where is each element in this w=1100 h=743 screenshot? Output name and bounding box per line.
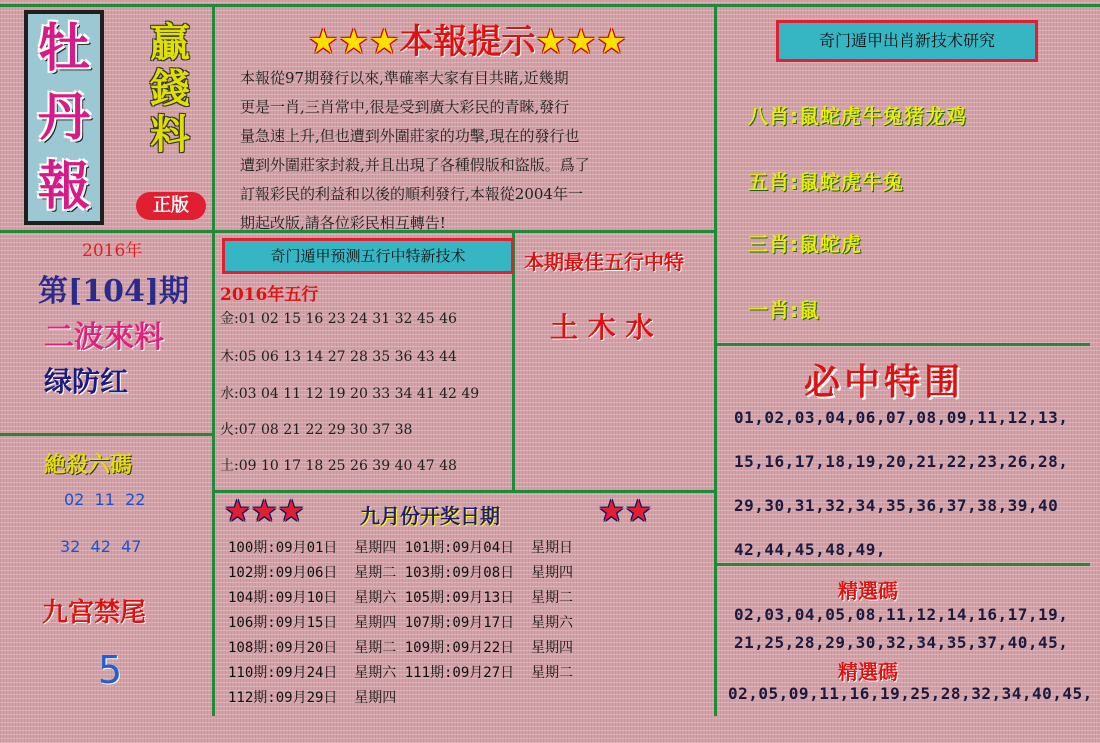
masthead-char: 牡 (37, 18, 90, 79)
selected-line: 21,25,28,29,30,32,34,35,37,40,45, (734, 633, 1069, 652)
schedule-row: 108期:09月20日 星期二 109期:09月22日 星期四 (228, 640, 574, 656)
masthead-char: 丹 (37, 87, 90, 148)
zodiac-header: 奇门遁甲出肖新技术研究 (776, 20, 1038, 62)
schedule-row: 102期:09月06日 星期二 103期:09月08日 星期四 (228, 565, 574, 581)
zodiac-eight: 八肖:鼠蛇虎牛兔猪龙鸡 (748, 104, 967, 128)
notice-line: 期起改版,請各位彩民相互轉告! (240, 214, 446, 232)
schedule-row: 112期:09月29日 星期四 (228, 690, 397, 706)
selected-line: 02,05,09,11,16,19,25,28,32,34,40,45, (728, 684, 1093, 703)
selected-line: 02,03,04,05,08,11,12,14,16,17,19, (734, 605, 1069, 624)
tail-title: 九宫禁尾 (42, 598, 147, 628)
slogan-char: 贏 (150, 20, 190, 66)
element-label: 金 (220, 311, 234, 327)
notice-heading (308, 14, 627, 63)
wave-pick: 绿防红 (44, 365, 129, 398)
element-label: 水 (220, 386, 234, 402)
selected-title-2: 精選碼 (838, 660, 898, 684)
special-line: 15,16,17,18,19,20,21,22,23,26,28, (734, 452, 1069, 471)
notice-line: 訂報彩民的利益和以後的順利發行,本報從2004年一 (240, 185, 583, 203)
special-line: 29,30,31,32,34,35,36,37,38,39,40 (734, 496, 1059, 515)
wuxing-row: 金:01 02 15 16 23 24 31 32 45 46 (220, 311, 457, 327)
wuxing-row: 水:03 04 11 12 19 20 33 34 41 42 49 (220, 386, 480, 402)
kill-title: 絶殺六碼 (44, 453, 133, 478)
schedule-row: 104期:09月10日 星期六 105期:09月13日 星期二 (228, 590, 574, 606)
element-label: 火 (220, 422, 234, 438)
element-numbers: 03 04 11 12 19 20 33 34 41 42 49 (238, 386, 480, 402)
selected-title: 精選碼 (838, 579, 898, 603)
schedule-stars-left: ★★★ (224, 494, 305, 529)
wuxing-row: 木:05 06 13 14 27 28 35 36 43 44 (220, 349, 457, 365)
notice-line: 量急速上升,但也遭到外圍莊家的功擊,現在的發行也 (240, 127, 580, 145)
masthead-logo (24, 10, 104, 225)
divider (214, 490, 716, 493)
notice-title: 本報提示 (399, 22, 536, 62)
issue-year: 2016年 (82, 241, 143, 261)
slogan-char: 料 (150, 112, 190, 158)
zodiac-five: 五肖:鼠蛇虎牛兔 (748, 170, 904, 194)
issue-number: 第[104]期 (38, 274, 190, 309)
special-line: 42,44,45,48,49, (734, 540, 886, 559)
special-line: 01,02,03,04,06,07,08,09,11,12,13, (734, 408, 1069, 427)
star-icon: ★★★ (535, 22, 627, 62)
divider (716, 563, 1090, 566)
element-numbers: 05 06 13 14 27 28 35 36 43 44 (238, 349, 457, 365)
schedule-row: 110期:09月24日 星期六 111期:09月27日 星期二 (228, 665, 574, 681)
genuine-badge: 正版 (136, 192, 206, 220)
element-label: 木 (220, 349, 234, 365)
element-numbers: 09 10 17 18 25 26 39 40 47 48 (238, 458, 457, 474)
zodiac-three: 三肖:鼠蛇虎 (748, 232, 862, 256)
best-value: 土 木 水 (550, 311, 654, 344)
notice-line: 遭到外圍莊家封殺,并且出現了各種假版和盜版。爲了 (240, 156, 590, 174)
divider (714, 4, 717, 716)
masthead-char: 報 (37, 156, 90, 217)
element-label: 土 (220, 458, 234, 474)
notice-line: 更是一肖,三肖常中,很是受到廣大彩民的青睞,發行 (240, 98, 570, 116)
schedule-row: 100期:09月01日 星期四 101期:09月04日 星期日 (228, 540, 574, 556)
kill-numbers-row: 32 42 47 (60, 537, 142, 556)
wave-title: 二波來料 (44, 320, 164, 355)
notice-line: 本報從97期發行以來,準確率大家有目共睹,近幾期 (240, 69, 569, 87)
divider (716, 343, 1090, 346)
star-icon: ★★★ (308, 22, 400, 62)
element-numbers: 07 08 21 22 29 30 37 38 (238, 422, 413, 438)
divider (0, 4, 1100, 7)
schedule-row: 106期:09月15日 星期四 107期:09月17日 星期六 (228, 615, 574, 631)
schedule-stars-right: ★★ (598, 494, 652, 529)
special-title: 必中特围 (804, 362, 965, 403)
divider (212, 4, 215, 716)
best-title: 本期最佳五行中特 (524, 250, 684, 274)
wuxing-row: 土:09 10 17 18 25 26 39 40 47 48 (220, 458, 457, 474)
slogan-char: 錢 (150, 66, 190, 112)
wuxing-row: 火:07 08 21 22 29 30 37 38 (220, 422, 413, 438)
kill-numbers-row: 02 11 22 (64, 490, 146, 509)
notice-body (240, 64, 680, 238)
element-numbers: 01 02 15 16 23 24 31 32 45 46 (238, 311, 457, 327)
tail-value: 5 (98, 648, 123, 692)
wuxing-year-title: 2016年五行 (220, 285, 319, 305)
divider (0, 433, 214, 436)
masthead-slogan (150, 20, 190, 158)
schedule-title: 九月份开奖日期 (360, 504, 500, 528)
wuxing-header: 奇门遁甲预测五行中特新技术 (222, 238, 514, 274)
zodiac-one: 一肖:鼠 (748, 298, 820, 322)
